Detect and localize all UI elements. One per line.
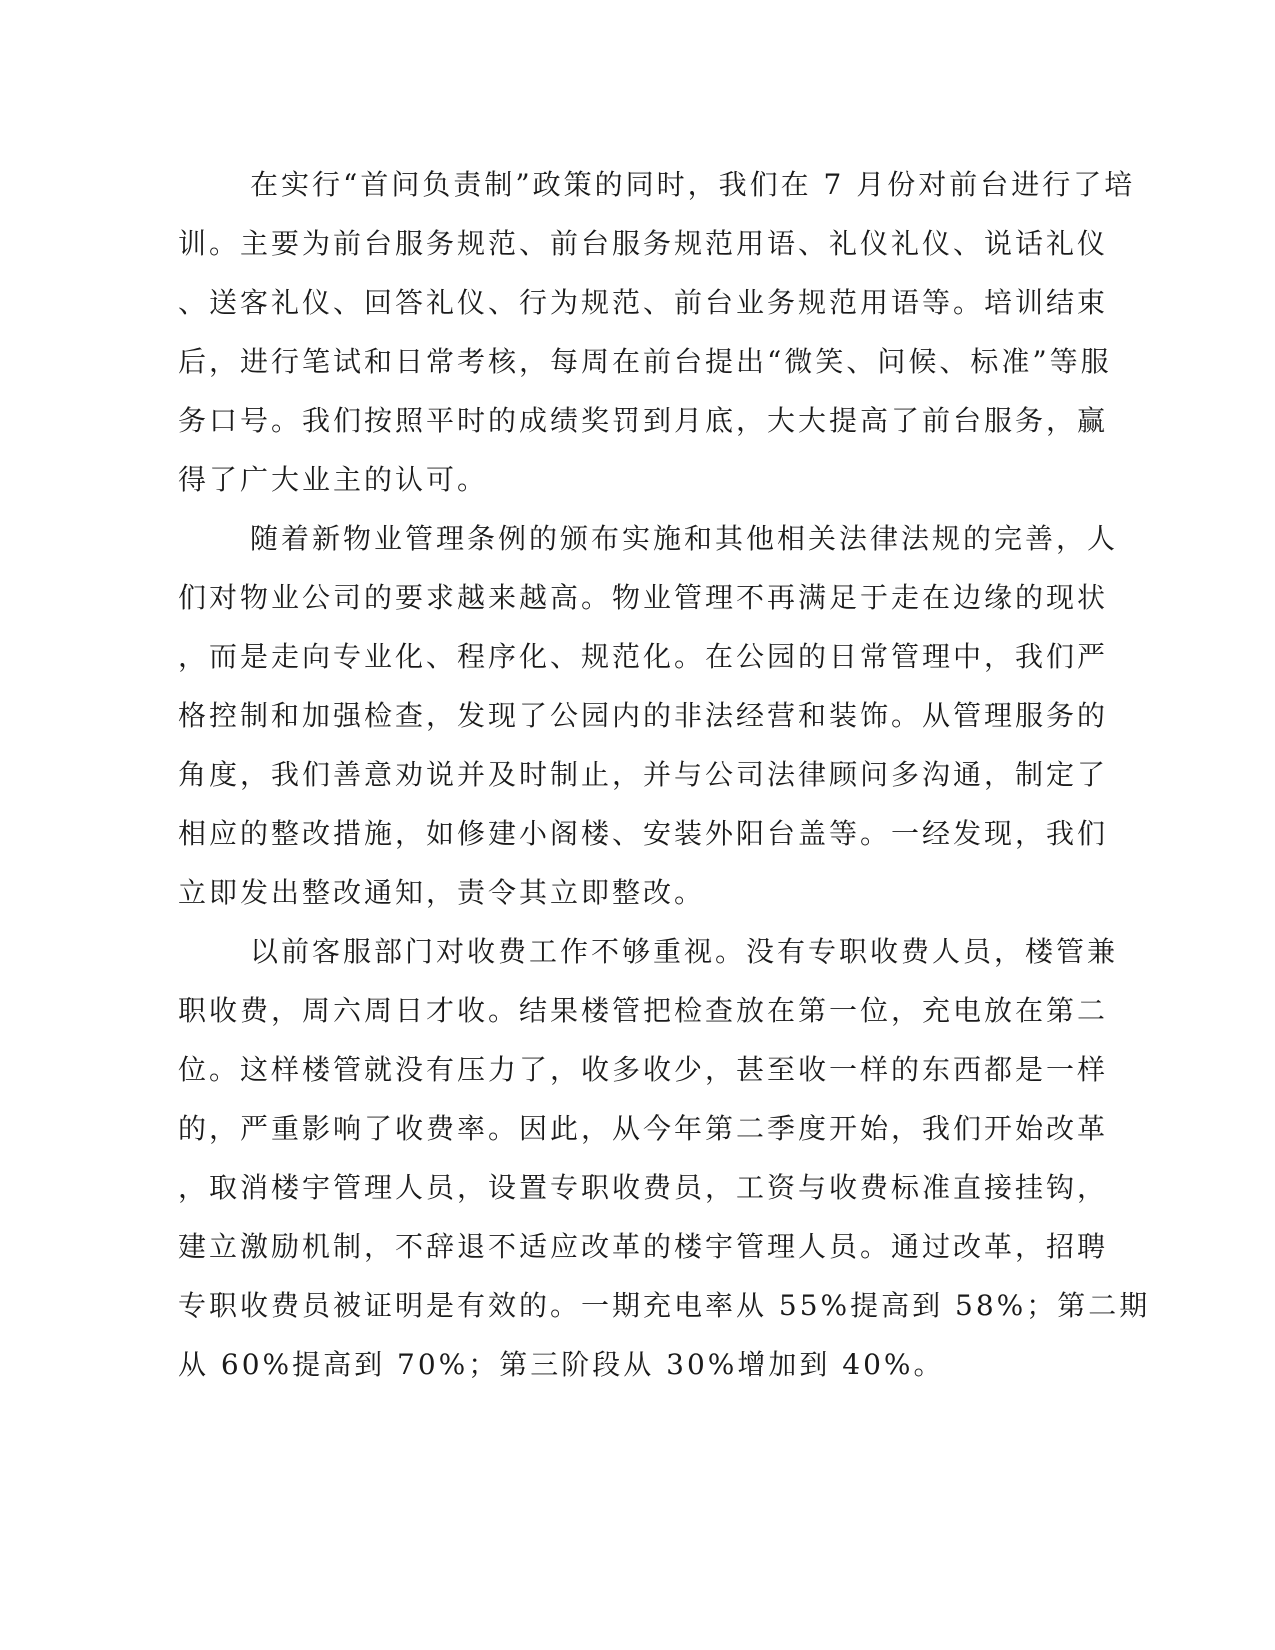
paragraph-line: ，取消楼宇管理人员，设置专职收费员，工资与收费标准直接挂钩， xyxy=(178,1171,1109,1204)
paragraph-fee-collection-reform xyxy=(178,922,1151,1394)
paragraph-line: 在实行“首问负责制”政策的同时，我们在 7 月份对前台进行了培 xyxy=(250,168,1136,201)
paragraph-line: 务口号。我们按照平时的成绩奖罚到月底，大大提高了前台服务，赢 xyxy=(178,404,1109,437)
paragraph-line: 位。这样楼管就没有压力了，收多收少，甚至收一样的东西都是一样 xyxy=(178,1053,1109,1086)
paragraph-line: 以前客服部门对收费工作不够重视。没有专职收费人员，楼管兼 xyxy=(250,935,1119,968)
paragraph-line: 得了广大业主的认可。 xyxy=(178,463,489,496)
paragraph-line: 格控制和加强检查，发现了公园内的非法经营和装饰。从管理服务的 xyxy=(178,699,1109,732)
paragraph-property-regulations xyxy=(178,509,1119,922)
paragraph-line: 后，进行笔试和日常考核，每周在前台提出“微笑、问候、标准”等服 xyxy=(178,345,1112,378)
paragraph-front-desk-training xyxy=(178,155,1136,509)
paragraph-line: 相应的整改措施，如修建小阁楼、安装外阳台盖等。一经发现，我们 xyxy=(178,817,1109,850)
paragraph-line: ，而是走向专业化、程序化、规范化。在公园的日常管理中，我们严 xyxy=(178,640,1109,673)
paragraph-line: 职收费，周六周日才收。结果楼管把检查放在第一位，充电放在第二 xyxy=(178,994,1109,1027)
paragraph-line: 训。主要为前台服务规范、前台服务规范用语、礼仪礼仪、说话礼仪 xyxy=(178,227,1109,260)
paragraph-line: 角度，我们善意劝说并及时制止，并与公司法律顾问多沟通，制定了 xyxy=(178,758,1109,791)
paragraph-line: 从 60%提高到 70%；第三阶段从 30%增加到 40%。 xyxy=(178,1348,945,1381)
paragraph-line: 随着新物业管理条例的颁布实施和其他相关法律法规的完善，人 xyxy=(250,522,1119,555)
paragraph-line: 们对物业公司的要求越来越高。物业管理不再满足于走在边缘的现状 xyxy=(178,581,1109,614)
document-body xyxy=(178,155,1151,1394)
paragraph-line: 立即发出整改通知，责令其立即整改。 xyxy=(178,876,706,909)
paragraph-line: 、送客礼仪、回答礼仪、行为规范、前台业务规范用语等。培训结束 xyxy=(178,286,1109,319)
paragraph-line: 的，严重影响了收费率。因此，从今年第二季度开始，我们开始改革 xyxy=(178,1112,1109,1145)
paragraph-line: 专职收费员被证明是有效的。一期充电率从 55%提高到 58%；第二期 xyxy=(178,1289,1151,1322)
paragraph-line: 建立激励机制，不辞退不适应改革的楼宇管理人员。通过改革，招聘 xyxy=(178,1230,1109,1263)
